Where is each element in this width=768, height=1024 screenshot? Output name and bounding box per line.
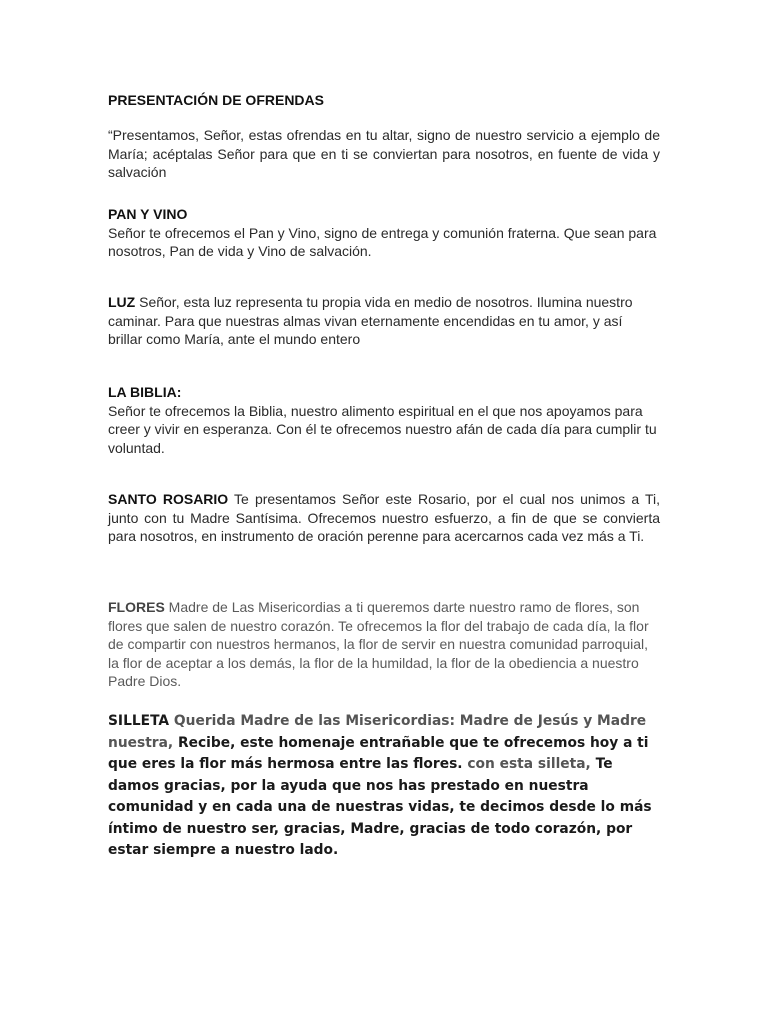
document-title: PRESENTACIÓN DE OFRENDAS: [108, 92, 324, 108]
section-santo-rosario: [108, 490, 660, 546]
section-heading: SANTO ROSARIO: [108, 491, 229, 507]
section-heading: PAN Y VINO: [108, 206, 188, 222]
section-text-part-4: Te damos gracias, por la ayuda que nos has prestado en nuestra comunidad y en cada una de nuestras vidas, te decimos desde lo más íntimo de nuestro ser, gracias, Madre, gracias de todo corazón, por estar siempre a nuestro lado.: [108, 756, 652, 858]
section-text: Señor, esta luz representa tu propia vida en medio de nosotros. Ilumina nuestro caminar. Para que nuestras almas vivan eternamente encendidas en tu amor, y así brillar como María, ante el mundo entero: [108, 294, 633, 347]
section-text-part-1: Querida Madre de las Misericordias: Madre de Jesús y Madre nuestra,: [108, 713, 647, 751]
section-luz: [108, 293, 660, 349]
section-la-biblia: [108, 383, 660, 457]
section-silleta: [108, 711, 660, 862]
section-pan-y-vino: [108, 205, 660, 261]
section-text: Señor te ofrecemos el Pan y Vino, signo de entrega y comunión fraterna. Que sean para nosotros, Pan de vida y Vino de salvación.: [108, 224, 657, 259]
section-text-part-2: Recibe, este homenaje entrañable que te ofrecemos hoy a ti que eres la flor más hermosa entre las flores.: [108, 734, 649, 772]
section-flores: [108, 598, 660, 691]
section-heading: LUZ: [108, 294, 136, 310]
section-text-part-3: con esta silleta,: [462, 756, 591, 772]
section-heading: FLORES: [108, 599, 165, 615]
intro-paragraph: “Presentamos, Señor, estas ofrendas en tu altar, signo de nuestro servicio a ejemplo de María; acéptalas Señor para que en ti se conviertan para nosotros, en fuente de vida y salvación: [108, 127, 660, 180]
section-text: Te presentamos Señor este Rosario, por el cual nos unimos a Ti, junto con tu Madre Santísima. Ofrecemos nuestro esfuerzo, a fin de que se convierta para nosotros, en instrumento de oración perenne para acercarnos cada vez más a Ti.: [108, 491, 660, 544]
section-text: Madre de Las Misericordias a ti queremos darte nuestro ramo de flores, son flores que salen de nuestro corazón. Te ofrecemos la flor del trabajo de cada día, la flor de compartir con nuestros hermanos, la flor de servir en nuestra comunidad parroquial, la flor de aceptar a los demás, la flor de la humildad, la flor de la obediencia a nuestro Padre Dios.: [108, 599, 649, 689]
section-heading: SILLETA: [108, 713, 170, 729]
section-text: Señor te ofrecemos la Biblia, nuestro alimento espiritual en el que nos apoyamos para creer y vivir en esperanza. Con él te ofrecemos nuestro afán de cada día para cumplir tu voluntad.: [108, 402, 657, 456]
section-heading: LA BIBLIA:: [108, 384, 182, 400]
